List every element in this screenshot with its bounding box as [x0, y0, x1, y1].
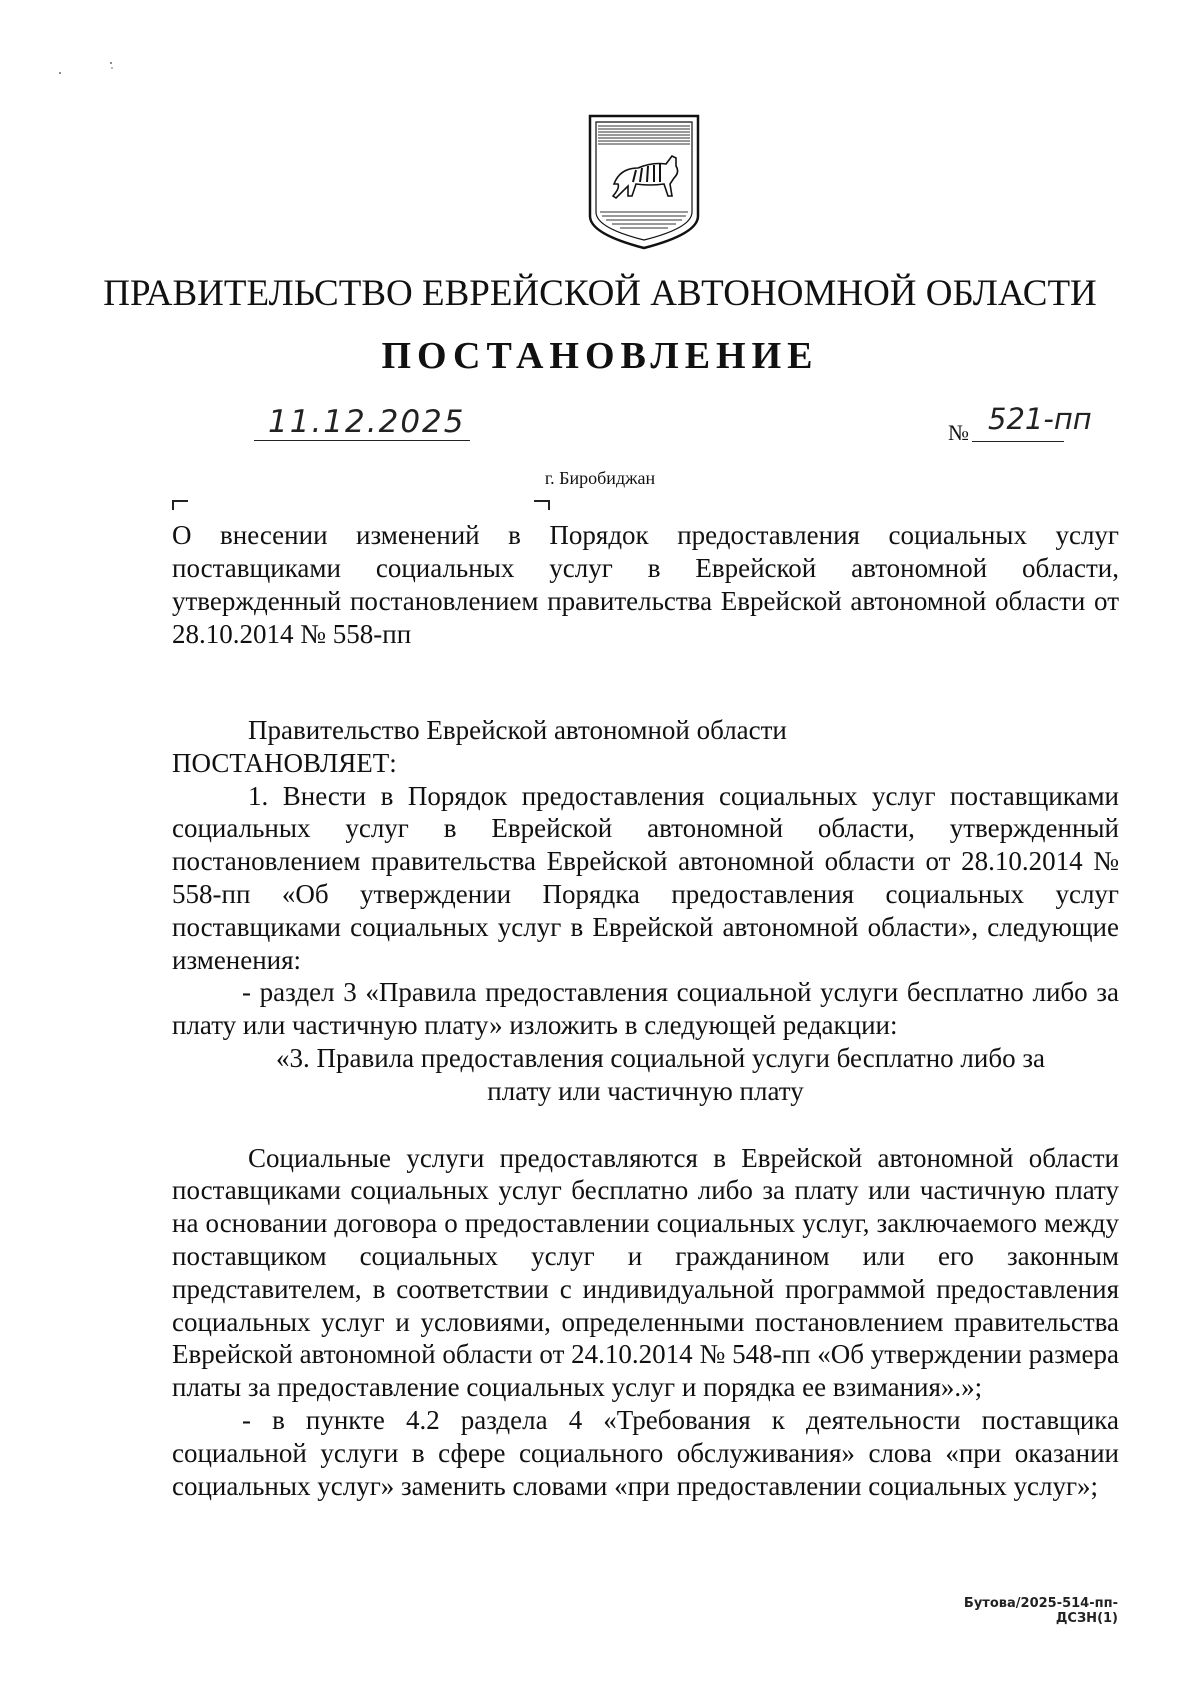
spacer [172, 1108, 1119, 1142]
date-underline [254, 440, 470, 441]
paragraph-change-1: - раздел 3 «Правила предоставления социальной услуги бесплатно либо за плату или частичную плату» изложить в следующей редакции: [172, 977, 1119, 1041]
section-heading-line-2: плату или частичную плату [487, 1075, 804, 1106]
document-subject: О внесении изменений в Порядок предоставления социальных услуг поставщиками социальных услуг в Еврейской автономной области, утвержденный постановлением правительства Еврейской автономной области от 28.10.2014 № 558-пп [172, 520, 1119, 649]
coat-of-arms-icon [586, 112, 702, 252]
section-heading-line-1: «3. Правила предоставления социальной услуги бесплатно либо за [276, 1042, 1045, 1073]
footer-reference: Бутова/2025-514-пп-ДСЗН(1) [963, 1596, 1118, 1626]
intro-line: Правительство Еврейской автономной области [248, 715, 787, 745]
scan-specks [50, 55, 120, 85]
number-underline [972, 441, 1064, 442]
paragraph-change-2: - в пункте 4.2 раздела 4 «Требования к деятельности поставщика социальной услуги в сфере социального обслуживания» слова «при оказании социальных услуг» заменить словами «при предоставлении социальных услуг»; [172, 1404, 1119, 1501]
paragraph-item-1: 1. Внести в Порядок предоставления социальных услуг поставщиками социальных услуг в Еврейской автономной области, утвержденный постановлением правительства Еврейской автономной области от 28.10.2014 № 558-пп «Об утверждении Порядка предоставления социальных услуг поставщиками социальных услуг в Еврейской автономной области», следующие изменения: [172, 780, 1119, 975]
paragraph-section-text: Социальные услуги предоставляются в Еврейской автономной области поставщиками социальных услуг бесплатно либо за плату или частичную плату на основании договора о предоставлении социальных услуг, заключаемого между поставщиком социальных услуг и гражданином или его законным представителем, в соответствии с индивидуальной программой предоставления социальных услуг и условиями, определенными постановлением правительства Еврейской автономной области от 24.10.2014 № 548-пп «Об утверждении размера платы за предоставление социальных услуг и порядка ее взимания».»; [172, 1142, 1119, 1403]
subject-bracket-left [172, 500, 188, 510]
document-body [172, 714, 1119, 1502]
government-title: ПРАВИТЕЛЬСТВО ЕВРЕЙСКОЙ АВТОНОМНОЙ ОБЛАСТИ [103, 273, 1097, 314]
city-label: г. Биробиджан [544, 468, 656, 488]
number-sign: № [948, 420, 969, 445]
handwritten-number: 521-пп [988, 402, 1092, 436]
document-type: ПОСТАНОВЛЕНИЕ [381, 335, 819, 377]
resolves-line: ПОСТАНОВЛЯЕТ: [172, 747, 397, 778]
handwritten-date: 11.12.2025 [268, 404, 466, 440]
subject-bracket-right [534, 500, 550, 510]
